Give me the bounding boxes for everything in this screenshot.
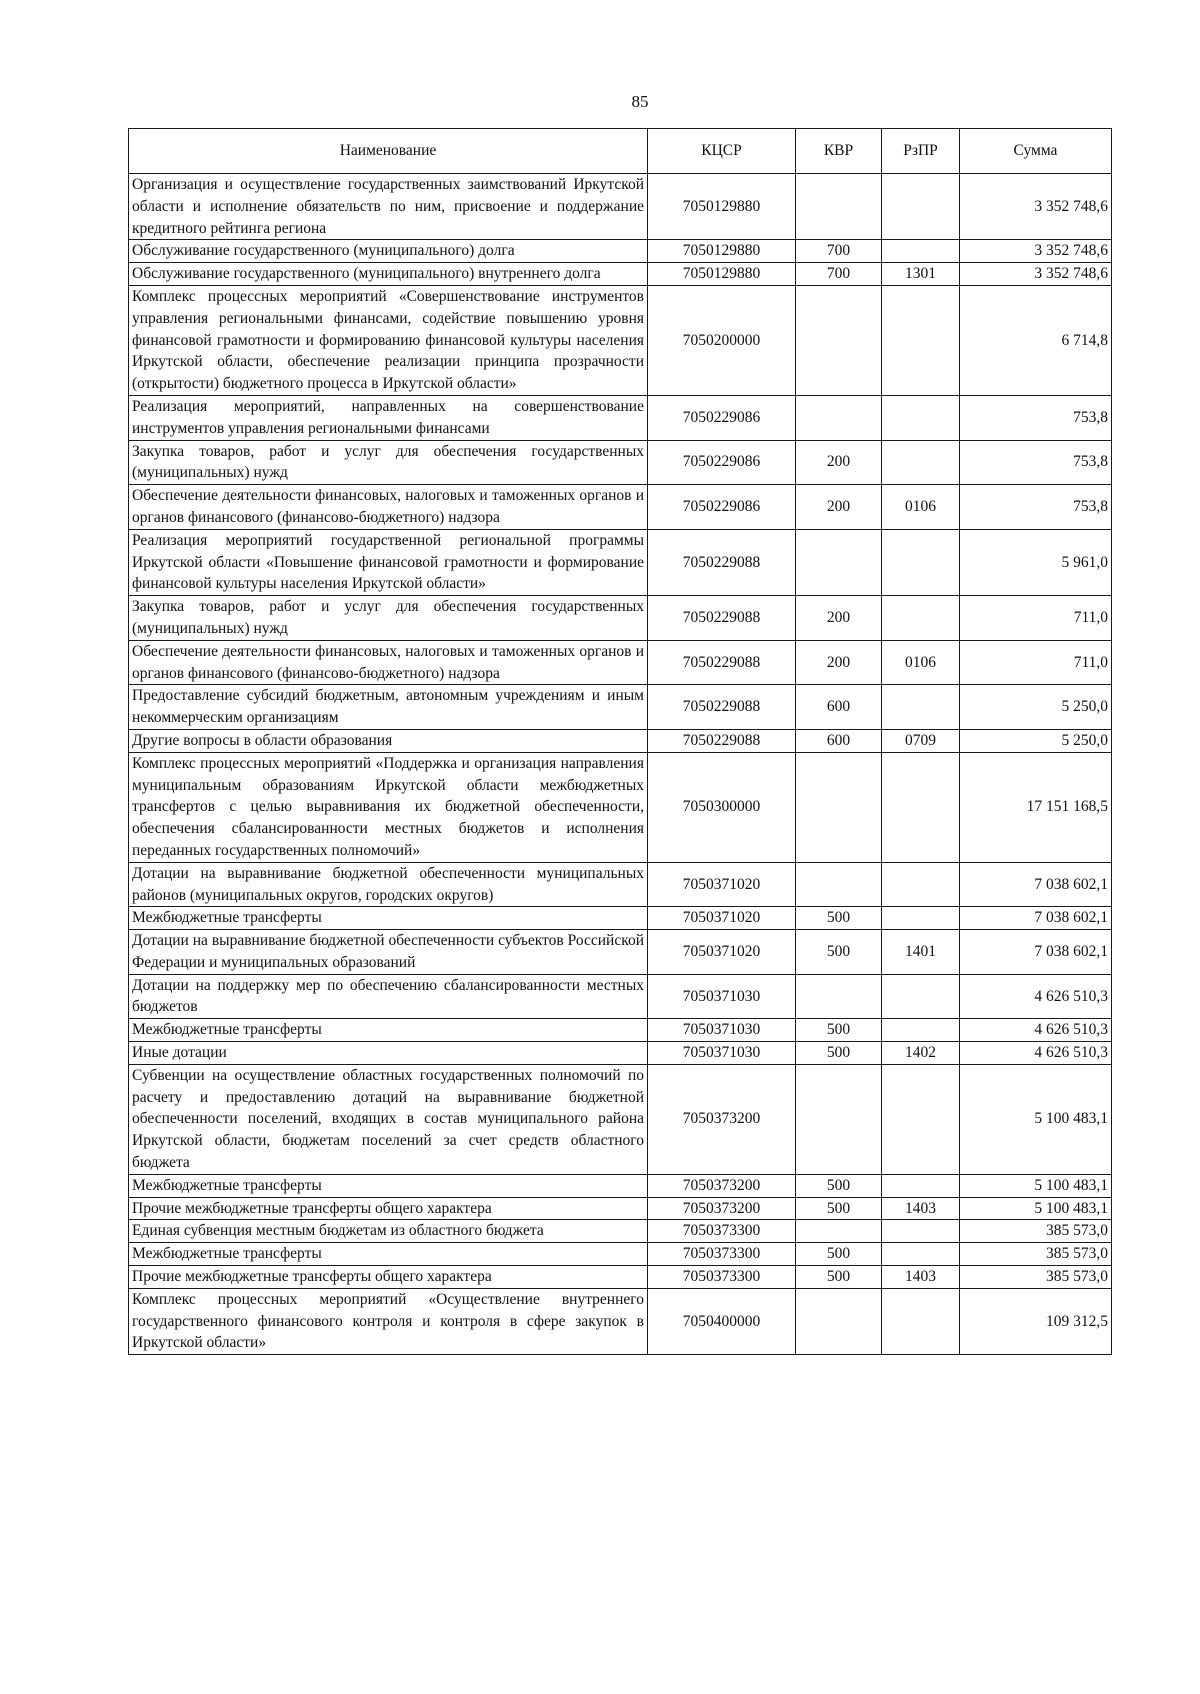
cell-name: Прочие межбюджетные трансферты общего характера [129,1266,648,1289]
header-kcsr: КЦСР [648,129,796,174]
table-row [129,1266,1112,1289]
table-row [129,640,1112,685]
table-row [129,752,1112,862]
table-row [129,907,1112,930]
table-row [129,1197,1112,1220]
cell-kvr: 200 [796,485,882,530]
table-row [129,440,1112,485]
cell-sum: 753,8 [960,485,1112,530]
cell-kcsr: 7050371020 [648,930,796,975]
cell-name: Межбюджетные трансферты [129,1019,648,1042]
cell-kvr [796,395,882,440]
table-body [129,174,1112,1355]
cell-name: Дотации на выравнивание бюджетной обеспеченности субъектов Российской Федерации и муниципальных образований [129,930,648,975]
cell-kcsr: 7050373200 [648,1174,796,1197]
cell-kcsr: 7050229088 [648,685,796,730]
table-row [129,1064,1112,1174]
cell-sum: 753,8 [960,440,1112,485]
cell-kcsr: 7050373200 [648,1197,796,1220]
cell-kvr [796,752,882,862]
cell-kcsr: 7050129880 [648,263,796,286]
table-row [129,395,1112,440]
cell-rzpr [882,907,960,930]
cell-kcsr: 7050129880 [648,240,796,263]
cell-name: Прочие межбюджетные трансферты общего характера [129,1197,648,1220]
cell-rzpr [882,862,960,907]
cell-name: Организация и осуществление государственных заимствований Иркутской области и исполнение обязательств по ним, присвоение и поддержание кредитного рейтинга региона [129,174,648,240]
cell-kvr: 500 [796,1243,882,1266]
cell-kcsr: 7050400000 [648,1288,796,1354]
table-row [129,285,1112,395]
cell-rzpr: 0106 [882,640,960,685]
cell-rzpr: 1403 [882,1266,960,1289]
cell-kvr [796,285,882,395]
cell-kcsr: 7050373300 [648,1220,796,1243]
header-kvr: КВР [796,129,882,174]
cell-kvr: 200 [796,596,882,641]
cell-kcsr: 7050300000 [648,752,796,862]
cell-kcsr: 7050200000 [648,285,796,395]
cell-sum: 3 352 748,6 [960,240,1112,263]
table-row [129,485,1112,530]
cell-kcsr: 7050371020 [648,862,796,907]
table-row [129,529,1112,595]
cell-rzpr [882,240,960,263]
cell-name: Комплекс процессных мероприятий «Осуществление внутреннего государственного финансового контроля и контроля в сфере закупок в Иркутской области» [129,1288,648,1354]
cell-sum: 385 573,0 [960,1243,1112,1266]
cell-sum: 711,0 [960,596,1112,641]
table-row [129,174,1112,240]
table-row [129,729,1112,752]
cell-name: Комплекс процессных мероприятий «Совершенствование инструментов управления региональными финансами, содействие повышению уровня финансовой грамотности и формированию финансовой культуры населения Иркутской области, обеспечение реализации принципа прозрачности (открытости) бюджетного процесса в Иркутской области» [129,285,648,395]
cell-kcsr: 7050371030 [648,974,796,1019]
cell-name: Дотации на выравнивание бюджетной обеспеченности муниципальных районов (муниципальных округов, городских округов) [129,862,648,907]
cell-kvr: 500 [796,930,882,975]
cell-name: Межбюджетные трансферты [129,1243,648,1266]
table-row [129,685,1112,730]
cell-sum: 6 714,8 [960,285,1112,395]
cell-kcsr: 7050371020 [648,907,796,930]
cell-sum: 3 352 748,6 [960,263,1112,286]
table-row [129,1243,1112,1266]
cell-name: Предоставление субсидий бюджетным, автономным учреждениям и иным некоммерческим организациям [129,685,648,730]
cell-kcsr: 7050373300 [648,1266,796,1289]
table-row [129,596,1112,641]
cell-kcsr: 7050229088 [648,640,796,685]
cell-kvr: 600 [796,729,882,752]
cell-name: Реализация мероприятий, направленных на совершенствование инструментов управления региональными финансами [129,395,648,440]
table-row [129,1174,1112,1197]
cell-kvr [796,1288,882,1354]
cell-sum: 5 100 483,1 [960,1174,1112,1197]
cell-rzpr [882,596,960,641]
cell-rzpr [882,752,960,862]
cell-rzpr [882,395,960,440]
cell-kvr [796,1220,882,1243]
cell-name: Обслуживание государственного (муниципального) внутреннего долга [129,263,648,286]
cell-kvr [796,1064,882,1174]
cell-sum: 4 626 510,3 [960,1019,1112,1042]
table-row [129,263,1112,286]
cell-sum: 109 312,5 [960,1288,1112,1354]
cell-rzpr: 1301 [882,263,960,286]
cell-rzpr [882,1220,960,1243]
cell-kcsr: 7050129880 [648,174,796,240]
header-name: Наименование [129,129,648,174]
cell-kcsr: 7050371030 [648,1019,796,1042]
cell-kcsr: 7050373300 [648,1243,796,1266]
cell-sum: 5 100 483,1 [960,1197,1112,1220]
cell-name: Обслуживание государственного (муниципального) долга [129,240,648,263]
cell-kcsr: 7050229088 [648,596,796,641]
cell-name: Закупка товаров, работ и услуг для обеспечения государственных (муниципальных) нужд [129,596,648,641]
table-row [129,1288,1112,1354]
cell-name: Межбюджетные трансферты [129,1174,648,1197]
cell-name: Обеспечение деятельности финансовых, налоговых и таможенных органов и органов финансового (финансово-бюджетного) надзора [129,485,648,530]
cell-kvr: 700 [796,240,882,263]
cell-rzpr [882,174,960,240]
cell-sum: 5 961,0 [960,529,1112,595]
cell-rzpr [882,285,960,395]
cell-kvr: 500 [796,1174,882,1197]
cell-name: Единая субвенция местным бюджетам из областного бюджета [129,1220,648,1243]
cell-name: Реализация мероприятий государственной региональной программы Иркутской области «Повышение финансовой грамотности и формирование финансовой культуры населения Иркутской области» [129,529,648,595]
cell-kvr [796,529,882,595]
cell-sum: 5 100 483,1 [960,1064,1112,1174]
cell-name: Субвенции на осуществление областных государственных полномочий по расчету и предоставлению дотаций на выравнивание бюджетной обеспеченности поселений, входящих в состав муниципального района Иркутской области, бюджетам поселений за счет средств областного бюджета [129,1064,648,1174]
table-row [129,974,1112,1019]
cell-name: Дотации на поддержку мер по обеспечению сбалансированности местных бюджетов [129,974,648,1019]
cell-sum: 17 151 168,5 [960,752,1112,862]
cell-name: Иные дотации [129,1042,648,1065]
cell-kvr [796,974,882,1019]
cell-rzpr [882,1019,960,1042]
cell-sum: 385 573,0 [960,1220,1112,1243]
cell-kvr: 200 [796,640,882,685]
table-header-row [129,129,1112,174]
table-row [129,930,1112,975]
cell-kcsr: 7050229086 [648,440,796,485]
cell-name: Обеспечение деятельности финансовых, налоговых и таможенных органов и органов финансового (финансово-бюджетного) надзора [129,640,648,685]
cell-name: Закупка товаров, работ и услуг для обеспечения государственных (муниципальных) нужд [129,440,648,485]
cell-kvr: 700 [796,263,882,286]
cell-rzpr: 0709 [882,729,960,752]
cell-sum: 4 626 510,3 [960,1042,1112,1065]
cell-rzpr: 1402 [882,1042,960,1065]
cell-kcsr: 7050229088 [648,529,796,595]
cell-rzpr [882,529,960,595]
cell-sum: 3 352 748,6 [960,174,1112,240]
cell-sum: 7 038 602,1 [960,862,1112,907]
cell-rzpr: 1403 [882,1197,960,1220]
header-sum: Сумма [960,129,1112,174]
table-row [129,1019,1112,1042]
table-row [129,1042,1112,1065]
cell-kvr: 600 [796,685,882,730]
cell-sum: 5 250,0 [960,729,1112,752]
page-number: 85 [631,92,649,111]
table-row [129,1220,1112,1243]
cell-kvr: 500 [796,907,882,930]
cell-kcsr: 7050229086 [648,395,796,440]
cell-sum: 7 038 602,1 [960,930,1112,975]
cell-name: Межбюджетные трансферты [129,907,648,930]
cell-kvr: 500 [796,1019,882,1042]
cell-sum: 5 250,0 [960,685,1112,730]
cell-kvr: 500 [796,1266,882,1289]
cell-kcsr: 7050229086 [648,485,796,530]
header-rzpr: РзПР [882,129,960,174]
cell-kcsr: 7050229088 [648,729,796,752]
cell-kvr [796,174,882,240]
cell-sum: 753,8 [960,395,1112,440]
cell-rzpr [882,440,960,485]
cell-rzpr [882,1243,960,1266]
cell-kvr [796,862,882,907]
cell-rzpr [882,1174,960,1197]
cell-kvr: 500 [796,1042,882,1065]
table-row [129,862,1112,907]
cell-rzpr [882,1064,960,1174]
cell-kcsr: 7050373200 [648,1064,796,1174]
table-row [129,240,1112,263]
cell-rzpr: 0106 [882,485,960,530]
budget-table [128,128,1112,1355]
cell-sum: 4 626 510,3 [960,974,1112,1019]
cell-sum: 7 038 602,1 [960,907,1112,930]
cell-sum: 385 573,0 [960,1266,1112,1289]
cell-rzpr [882,1288,960,1354]
cell-kvr: 500 [796,1197,882,1220]
cell-rzpr [882,974,960,1019]
cell-kvr: 200 [796,440,882,485]
cell-name: Другие вопросы в области образования [129,729,648,752]
cell-name: Комплекс процессных мероприятий «Поддержка и организация направления муниципальным образованиям Иркутской области межбюджетных трансфертов с целью выравнивания их бюджетной обеспеченности, обеспечения сбалансированности местных бюджетов и исполнения переданных государственных полномочий» [129,752,648,862]
cell-kcsr: 7050371030 [648,1042,796,1065]
cell-rzpr [882,685,960,730]
cell-rzpr: 1401 [882,930,960,975]
cell-sum: 711,0 [960,640,1112,685]
